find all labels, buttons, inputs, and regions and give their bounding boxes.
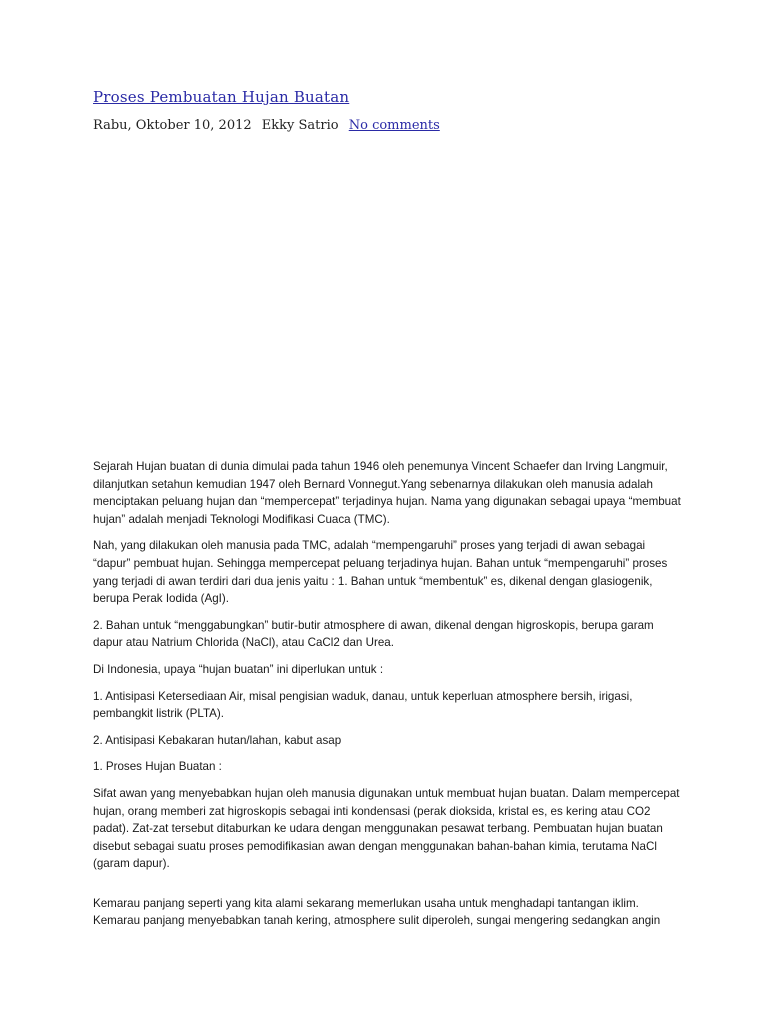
paragraph: Di Indonesia, upaya “hujan buatan” ini diperlukan untuk : (93, 662, 384, 676)
paragraph: Kemarau panjang seperti yang kita alami sekarang memerlukan usaha untuk menghadapi tantangan iklim. Kemarau panjang menyebabkan tanah kering, atmosphere sulit diperoleh, sungai mengering sedangkan angin (93, 896, 661, 928)
post-date: Rabu, Oktober 10, 2012 (93, 118, 252, 133)
comments-link[interactable]: No comments (348, 118, 440, 133)
post-author: Ekky Satrio (261, 118, 339, 133)
article-body (93, 458, 683, 939)
paragraph: 1. Proses Hujan Buatan : (93, 760, 222, 774)
paragraph: 2. Antisipasi Kebakaran hutan/lahan, kabut asap (93, 733, 342, 747)
post-title-link[interactable]: Proses Pembuatan Hujan Buatan (93, 88, 350, 106)
paragraph: 1. Antisipasi Ketersediaan Air, misal pengisian waduk, danau, untuk keperluan atmosphere bersih, irigasi, pembangkit listrik (PLTA). (93, 689, 633, 721)
post-meta (93, 118, 440, 133)
paragraph: Nah, yang dilakukan oleh manusia pada TMC, adalah “mempengaruhi” proses yang terjadi di awan sebagai “dapur” pembuat hujan. Sehingga mempercepat peluang terjadinya hujan. Bahan untuk “mempengaruhi” proses yang terjadi di awan terdiri dari dua jenis yaitu : 1. Bahan untuk “membentuk” es, dikenal dengan glasiogenik, berupa Perak Iodida (AgI). (93, 539, 668, 606)
paragraph: Sejarah Hujan buatan di dunia dimulai pada tahun 1946 oleh penemunya Vincent Schaefer dan Irving Langmuir, dilanjutkan setahun kemudian 1947 oleh Bernard Vonnegut.Yang sebenarnya dilakukan oleh manusia adalah menciptakan peluang hujan dan “mempercepat” terjadinya hujan. Nama yang digunakan sebagai upaya “membuat hujan” adalah menjadi Teknologi Modifikasi Cuaca (TMC). (93, 460, 681, 526)
paragraph: 2. Bahan untuk “menggabungkan” butir-butir atmosphere di awan, dikenal dengan higroskopis, berupa garam dapur atau Natrium Chlorida (NaCl), atau CaCl2 dan Urea. (93, 618, 654, 650)
paragraph: Sifat awan yang menyebabkan hujan oleh manusia digunakan untuk membuat hujan buatan. Dalam mempercepat hujan, orang memberi zat higroskopis sebagai inti kondensasi (perak dioksida, kristal es, es kering atau CO2 padat). Zat-zat tersebut ditaburkan ke udara dengan menggunakan pesawat terbang. Pembuatan hujan buatan disebut sebagai suatu proses pemodifikasian awan dengan menggunakan bahan-bahan kimia, terutama NaCl (garam dapur). (93, 786, 680, 871)
